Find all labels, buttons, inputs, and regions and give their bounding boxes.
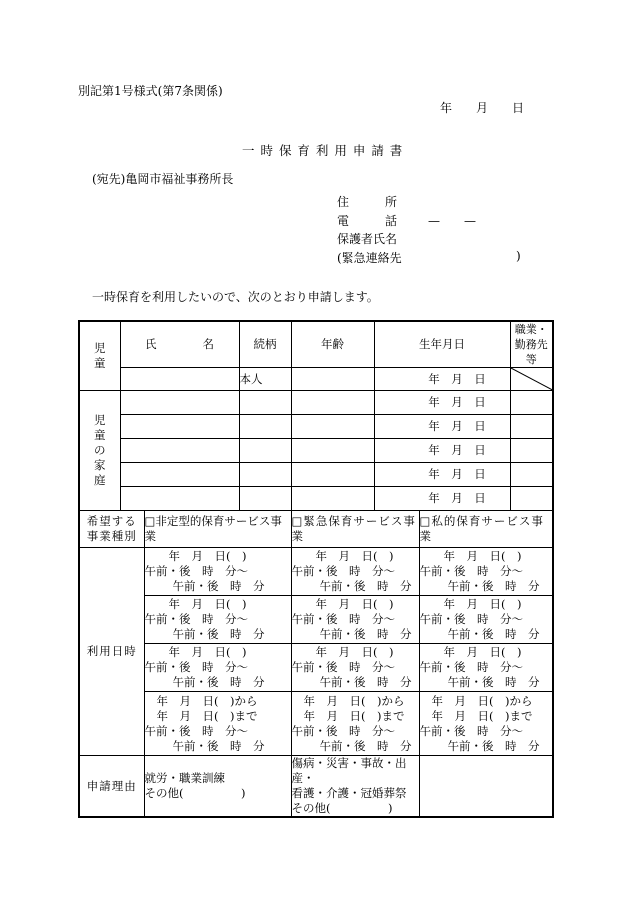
self-relation: 本人 — [239, 368, 291, 391]
family-age-cell[interactable] — [291, 487, 374, 511]
use-multiday-cell[interactable]: 年 月 日( )から 年 月 日( )まで 午前・後 時 分～ 午前・後 時 分 — [144, 692, 291, 756]
use-slot-cell[interactable]: 年 月 日( ) 午前・後 時 分～ 午前・後 時 分 — [291, 644, 419, 692]
reason-option-work[interactable]: 就労・職業訓練 その他( ) — [144, 756, 291, 818]
guardian-label: 保護者氏名 — [337, 232, 398, 246]
child-birth-cell[interactable]: 年 月 日 — [374, 368, 510, 391]
child-name-cell[interactable] — [120, 368, 239, 391]
family-relation-cell[interactable] — [239, 415, 291, 439]
use-slot-cell[interactable]: 年 月 日( ) 午前・後 時 分～ 午前・後 時 分 — [144, 644, 291, 692]
col-job: 職業・勤務先等 — [510, 321, 553, 368]
family-name-cell[interactable] — [120, 487, 239, 511]
use-slot-cell[interactable]: 年 月 日( ) 午前・後 時 分～ 午前・後 時 分 — [419, 596, 553, 644]
family-name-cell[interactable] — [120, 415, 239, 439]
family-age-cell[interactable] — [291, 439, 374, 463]
use-slot-cell[interactable]: 年 月 日( ) 午前・後 時 分～ 午前・後 時 分 — [291, 596, 419, 644]
use-slot-cell[interactable]: 年 月 日( ) 午前・後 時 分～ 午前・後 時 分 — [419, 644, 553, 692]
service-option-emergency[interactable]: □緊急保育サービス事業 — [291, 511, 419, 548]
reason-option-illness[interactable]: 傷病・災害・事故・出産・ 看護・介護・冠婚葬祭 その他( ) — [291, 756, 419, 818]
family-age-cell[interactable] — [291, 415, 374, 439]
family-birth-cell[interactable]: 年 月 日 — [374, 415, 510, 439]
phone-format: — — — [428, 214, 477, 228]
family-relation-cell[interactable] — [239, 439, 291, 463]
family-job-cell[interactable] — [510, 391, 553, 415]
address-label: 住 所 — [337, 195, 398, 209]
family-age-cell[interactable] — [291, 391, 374, 415]
family-job-cell[interactable] — [510, 463, 553, 487]
phone-label: 電 話 — [337, 214, 398, 228]
col-name: 氏 名 — [120, 321, 239, 368]
child-label: 児 童 — [79, 321, 120, 391]
family-relation-cell[interactable] — [239, 391, 291, 415]
intro-text: 一時保育を利用したいので、次のとおり申請します。 — [92, 290, 379, 304]
addressee: (宛先)亀岡市福祉事務所長 — [92, 172, 234, 186]
family-name-cell[interactable] — [120, 391, 239, 415]
family-job-cell[interactable] — [510, 415, 553, 439]
emergency-label: (緊急連絡先 — [337, 251, 402, 265]
reason-option-blank[interactable] — [419, 756, 553, 818]
date-line: 年 月 日 — [440, 101, 525, 115]
col-relation: 続柄 — [239, 321, 291, 368]
reason-label: 申請理由 — [79, 756, 144, 818]
family-label: 児 童 の 家 庭 — [79, 391, 120, 511]
family-birth-cell[interactable]: 年 月 日 — [374, 487, 510, 511]
family-age-cell[interactable] — [291, 463, 374, 487]
family-birth-cell[interactable]: 年 月 日 — [374, 463, 510, 487]
use-slot-cell[interactable]: 年 月 日( ) 午前・後 時 分～ 午前・後 時 分 — [144, 596, 291, 644]
service-type-label: 希望する 事業種別 — [79, 511, 144, 548]
child-age-cell[interactable] — [291, 368, 374, 391]
col-birth: 生年月日 — [374, 321, 510, 368]
diagonal-line — [511, 368, 553, 390]
family-birth-cell[interactable]: 年 月 日 — [374, 439, 510, 463]
col-age: 年齢 — [291, 321, 374, 368]
use-slot-cell[interactable]: 年 月 日( ) 午前・後 時 分～ 午前・後 時 分 — [291, 548, 419, 596]
family-job-cell[interactable] — [510, 487, 553, 511]
family-relation-cell[interactable] — [239, 487, 291, 511]
family-relation-cell[interactable] — [239, 463, 291, 487]
child-job-cell — [510, 368, 553, 391]
use-slot-cell[interactable]: 年 月 日( ) 午前・後 時 分～ 午前・後 時 分 — [144, 548, 291, 596]
family-birth-cell[interactable]: 年 月 日 — [374, 391, 510, 415]
emergency-close: ) — [516, 249, 521, 263]
family-name-cell[interactable] — [120, 463, 239, 487]
use-multiday-cell[interactable]: 年 月 日( )から 年 月 日( )まで 午前・後 時 分～ 午前・後 時 分 — [291, 692, 419, 756]
use-datetime-label: 利用日時 — [79, 548, 144, 756]
family-name-cell[interactable] — [120, 439, 239, 463]
use-slot-cell[interactable]: 年 月 日( ) 午前・後 時 分～ 午前・後 時 分 — [419, 548, 553, 596]
application-table — [78, 320, 554, 818]
family-job-cell[interactable] — [510, 439, 553, 463]
use-multiday-cell[interactable]: 年 月 日( )から 年 月 日( )まで 午前・後 時 分～ 午前・後 時 分 — [419, 692, 553, 756]
form-number: 別記第1号様式(第7条関係) — [78, 84, 223, 98]
service-option-private[interactable]: □私的保育サービス事業 — [419, 511, 553, 548]
document-title: 一 時 保 育 利 用 申 請 書 — [242, 143, 404, 158]
service-option-irregular[interactable]: □非定型的保育サービス事業 — [144, 511, 291, 548]
